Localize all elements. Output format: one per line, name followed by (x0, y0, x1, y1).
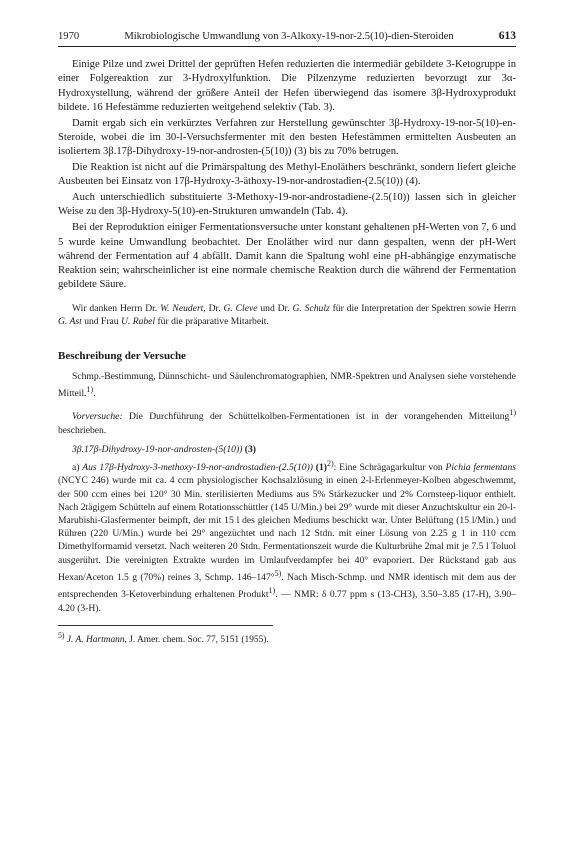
ack-name: W. Neudert (160, 302, 204, 314)
pre-experiments-text: Die Durchführung der Schüttelkolben-Fermentationen ist in der vorangehenden Mitteilung (122, 411, 510, 423)
species-name: Pichia fermentans (445, 462, 516, 474)
paragraph-2: Damit ergab sich ein verkürztes Verfahren zur Herstellung gewünschter 3β-Hydroxy-19-nor-5(10)-en-Steroide, wobei die im 30-l-Versuchsfermenter mit den besten Hefestämmen ermittelten Ausbeuten an isoliertem 3β.17β-Dihydroxy-19-nor-androsten-(5(10)) (3) bis zu 70% betrugen. (58, 117, 516, 158)
header-title: Mikrobiologische Umwandlung von 3-Alkoxy-19-nor-2.5(10)-dien-Steroiden (124, 31, 454, 42)
experiment-text: . — NMR: δ 0.77 ppm s (13-CH3), 3.50–3.85 (17-H), 3.90–4.20 (3-H). (58, 589, 517, 614)
compound-name: 3β.17β-Dihydroxy-19-nor-androsten-(5(10)) (72, 443, 243, 455)
compound-heading (58, 443, 516, 456)
paragraph-4: Auch unterschiedlich substituierte 3-Methoxy-19-nor-androstadiene-(2.5(10)) lassen sich in gleicher Weise zu den 3β-Hydroxy-5(10)-en-Strukturen umwandeln (Tab. 4). (58, 192, 516, 218)
pre-experiments (58, 406, 516, 437)
document-page (58, 30, 516, 646)
experiment-text: . Nach Misch-Schmp. und NMR identisch mit dem aus der entsprechenden 3-Ketoverbindung erhaltenen Produkt (58, 571, 516, 601)
ack-name: U. Rabel (120, 315, 156, 327)
footnote-citation: , J. Amer. chem. Soc. 77, 5151 (1955). (124, 634, 269, 645)
running-header (58, 30, 516, 47)
header-year: 1970 (58, 31, 80, 42)
ack-text: Wir danken Herrn Dr. (72, 302, 161, 314)
acknowledgement (58, 302, 516, 328)
paragraph-1: Einige Pilze und zwei Drittel der geprüften Hefen reduzierten die intermediär gebildete 3-Ketogruppe in einer Folgereaktion zur 3-Hydroxylfunktion. Die Pilzenzyme reduzierten bevorzugt zur 3α-Hydroxystellung, während der größere Anteil der Hefen überwiegend das isomere 3β-Hydroxyprodukt bildete. 16 Hefestämme reduzierten weitgehend selektiv (Tab. 3). (58, 59, 516, 113)
ack-text: , Dr. (203, 302, 224, 314)
reference-mark: 2) (326, 458, 334, 468)
ack-text: und Frau (81, 315, 121, 327)
intro-end: . (93, 388, 96, 400)
ack-name: G. Cleve (223, 302, 258, 314)
ack-name: G. Ast (58, 315, 82, 327)
experiment-label: a) (72, 462, 83, 474)
reference-mark: 1) (268, 586, 276, 596)
footnote-author: J. A. Hartmann (66, 634, 125, 645)
footnote-number: 5) (58, 630, 65, 640)
experiment-a (58, 457, 516, 615)
reference-mark: 1) (509, 408, 516, 418)
compound-number: (1) (315, 462, 327, 474)
paragraph-3: Die Reaktion ist nicht auf die Primärspaltung des Methyl-Enoläthers beschränkt, sondern liefert gleiche Ausbeuten bei Einsatz von 17β-Hydroxy-3-äthoxy-19-nor-androstadien-(2.5(10)) (4). (58, 162, 516, 188)
methods-intro (58, 370, 516, 401)
ack-text: für die präparative Mitarbeit. (155, 315, 269, 327)
ack-name: G. Schulz (292, 302, 330, 314)
footnote (58, 625, 273, 646)
experiment-title: Aus 17β-Hydroxy-3-methoxy-19-nor-androstadien-(2.5(10)) (82, 462, 313, 474)
paragraph-5: Bei der Reproduktion einiger Fermentationsversuche unter konstant gehaltenen pH-Werten von 7, 6 und 5 wurde keine Umwandlung beobachtet. Der Enoläther wird nur dann gespalten, wenn der pH-Wert während der Fermentation auf 4 abfällt. Damit kann die Spaltung wohl eine pH-abhängige enzymatische Reaktion sein; wahrscheinlicher ist eine normale chemische Reaktion durch die während der Fermentation gebildete Säure. (58, 222, 516, 291)
intro-text: Schmp.-Bestimmung, Dünnschicht- und Säulenchromatographien, NMR-Spektren und Analysen siehe vorstehende Mitteil. (58, 370, 516, 400)
reference-mark: 1) (86, 384, 94, 394)
pre-experiments-label: Vorversuche: (72, 411, 123, 423)
pre-experiments-end: beschrieben. (58, 424, 107, 436)
reference-mark: 5) (274, 568, 282, 578)
ack-text: und Dr. (257, 302, 293, 314)
experiment-text: : Eine Schrägagarkultur von (333, 462, 446, 474)
ack-text: für die Interpretation der Spektren sowie Herrn (329, 302, 516, 314)
page-number: 613 (498, 30, 516, 42)
section-heading: Beschreibung der Versuche (58, 349, 186, 362)
experiment-text: (NCYC 246) wurde mit ca. 4 ccm physiologischer Kochsalzlösung in einen 2-l-Erlenmeyer-Kolben abgeschwemmt, der 500 ccm eines bei 120° 30 Min. sterilisierten Mediums aus 5% Stärkezucker und 2% Cornsteep-liquor enthielt. Nach 2tägigem Schütteln auf einem Rotationsschüttler (145 U/Min.) bei 29° wurde mit dieser Anzuchtskultur ein 20-l-Marubishi-Glasfermenter beimpft, der mit 15 l des gleichen Mediums beschickt war. Unter Belüftung (15 l/Min.) und Rühren (220 U/Min.) wurde bei 29° angezüchtet und nach 12 Stdn. mit einer Lösung von 2.25 g 1 in 110 ccm Dimethylformamid versetzt. Nach weiteren 20 Stdn. Fermentationszeit wurde die Kulturbrühe 2mal mit je 7.5 l Toluol ausgerührt. Die vereinigten Extrakte wurden im Umlaufverdampfer bei 40° evaporiert. Der Rückstand gab aus Hexan/Aceton 1.5 g (70%) reines 3, Schmp. 146–147° (58, 475, 516, 583)
compound-number: (3) (244, 443, 256, 455)
